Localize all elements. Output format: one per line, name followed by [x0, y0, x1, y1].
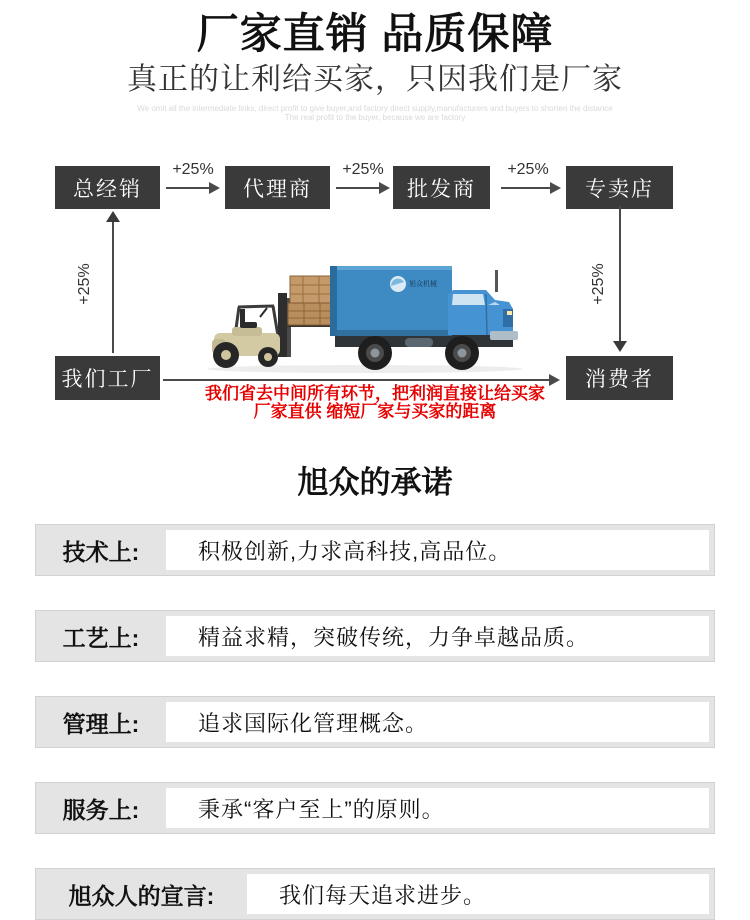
- promise-row-label: 旭众人的宣言:: [68, 882, 215, 909]
- arrow-right-icon-1: [166, 187, 210, 189]
- promise-row-declaration: [35, 868, 715, 920]
- promise-row-text: 精益求精，突破传统，力争卓越品质。: [166, 616, 709, 656]
- increment-label-1: +25%: [172, 161, 214, 178]
- promise-rows: [0, 524, 750, 920]
- fineprint-line-1: We omit all the intermediate links, direct profit to give buyer,and factory direct supply,manufacturers and buyers to shorten the distance: [137, 104, 613, 113]
- arrow-up-icon: [112, 221, 114, 353]
- consumer-box: 消费者: [566, 356, 673, 400]
- increment-label-right-vertical: +25%: [590, 263, 607, 305]
- arrow-factory-to-consumer-icon: [163, 379, 550, 381]
- chain-box-general-distributor: 总经销: [55, 166, 160, 209]
- chain-box-agent: 代理商: [225, 166, 330, 209]
- promise-row-technology: [35, 524, 715, 576]
- distribution-chain-diagram: [0, 143, 750, 443]
- promise-row-label: 服务上:: [62, 796, 140, 823]
- page-title: 厂家直销 品质保障: [196, 10, 554, 57]
- promise-row-management: [35, 696, 715, 748]
- chain-box-wholesaler: 批发商: [393, 166, 490, 209]
- factory-box: 我们工厂: [55, 356, 160, 400]
- english-fineprint: [0, 104, 750, 122]
- promise-row-label: 技术上:: [62, 538, 140, 565]
- promise-row-label: 管理上:: [62, 710, 140, 737]
- truck-forklift-illustration: [190, 243, 530, 373]
- fineprint-line-2: The real profit to the buyer, because we are factory: [284, 113, 466, 122]
- increment-label-2: +25%: [342, 161, 384, 178]
- promise-row-label: 工艺上:: [62, 624, 140, 651]
- promise-row-text: 我们每天追求进步。: [247, 874, 709, 914]
- promise-row-text: 追求国际化管理概念。: [166, 702, 709, 742]
- wooden-crates: [288, 276, 336, 325]
- promise-section-title: 旭众的承诺: [297, 465, 453, 500]
- increment-label-left-vertical: +25%: [76, 263, 93, 305]
- page-header: [0, 0, 750, 122]
- arrow-right-icon-2: [336, 187, 380, 189]
- promise-row-text: 秉承“客户至上”的原则。: [166, 788, 709, 828]
- chain-box-retail-store: 专卖店: [566, 166, 673, 209]
- promise-row-service: [35, 782, 715, 834]
- increment-label-3: +25%: [507, 161, 549, 178]
- red-caption: [0, 384, 750, 420]
- arrow-right-icon-3: [501, 187, 551, 189]
- promise-row-text: 积极创新,力求高科技,高品位。: [166, 530, 709, 570]
- caption-line-1: 我们省去中间所有环节，把利润直接让给买家: [205, 384, 545, 403]
- truck-logo-text: 旭众机械: [409, 281, 437, 288]
- page-subtitle: 真正的让利给买家，只因我们是厂家: [127, 63, 623, 96]
- caption-line-2: 厂家直供 缩短厂家与买家的距离: [253, 402, 497, 421]
- truck-icon: [330, 266, 518, 370]
- promise-row-craftsmanship: [35, 610, 715, 662]
- arrow-down-icon: [619, 206, 621, 342]
